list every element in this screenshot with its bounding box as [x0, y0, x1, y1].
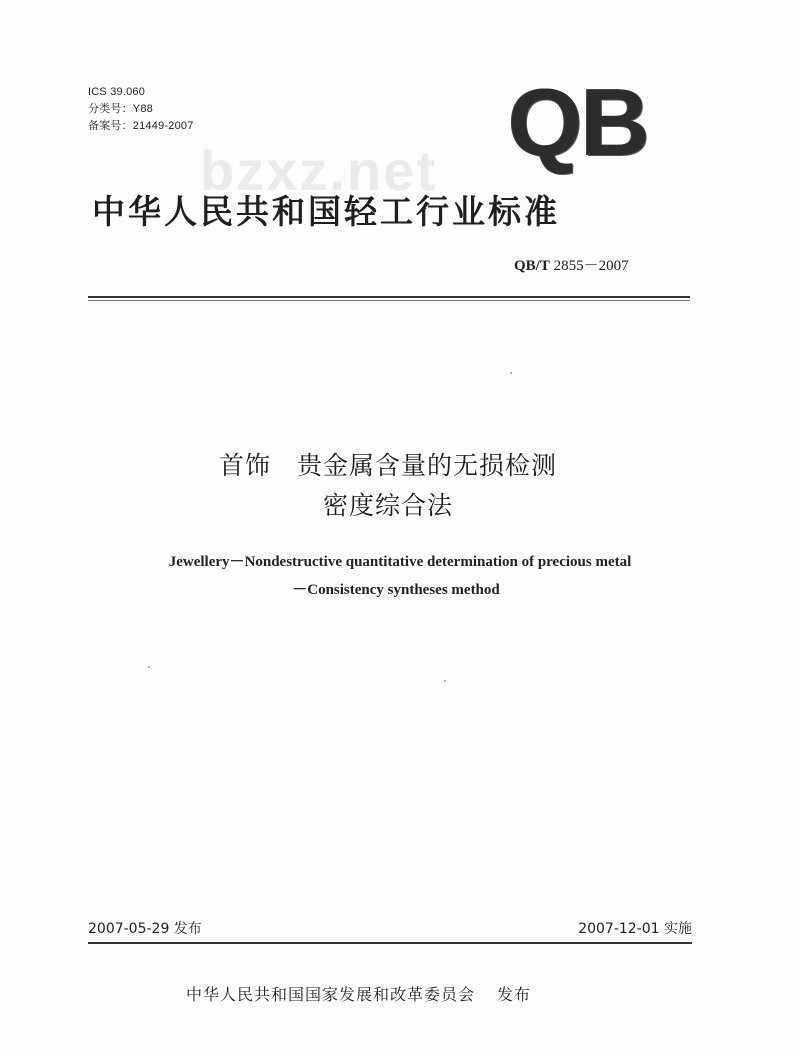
- classification-number: 分类号：Y88: [88, 103, 153, 115]
- scan-speck: [444, 680, 446, 682]
- publisher-name: 中华人民共和国国家发展和改革委员会: [186, 985, 476, 1004]
- qb-logo: QB: [508, 69, 648, 176]
- scan-speck: [510, 372, 512, 374]
- watermark: bzxz.net: [200, 139, 437, 202]
- ics-code: ICS 39.060: [88, 86, 146, 98]
- header-metadata: [88, 84, 194, 135]
- top-divider: [88, 296, 690, 298]
- record-number: 备案号：21449-2007: [88, 120, 194, 132]
- implementation-date: 2007-12-01 实施: [578, 921, 692, 937]
- standard-code-prefix: QB/T: [514, 258, 550, 274]
- standard-organization-title: 中华人民共和国轻工行业标准: [92, 192, 560, 231]
- title-cn-line1: 首饰 贵金属含量的无损检测: [218, 451, 557, 480]
- standard-number: [514, 254, 629, 275]
- publisher-line: [186, 982, 531, 1005]
- title-en-line2: －Consistency syntheses method: [292, 582, 500, 598]
- standard-code-number: 2855－2007: [553, 258, 629, 274]
- title-en-line1: Jewellery－Nondestructive quantitative determination of precious metal: [168, 554, 632, 570]
- title-cn-line2: 密度综合法: [322, 491, 453, 520]
- issue-date: 2007-05-29 发布: [88, 921, 202, 937]
- scan-speck: [148, 666, 150, 668]
- dates-row: [88, 918, 692, 940]
- bottom-divider: [88, 942, 692, 944]
- publisher-action: 发布: [497, 985, 532, 1004]
